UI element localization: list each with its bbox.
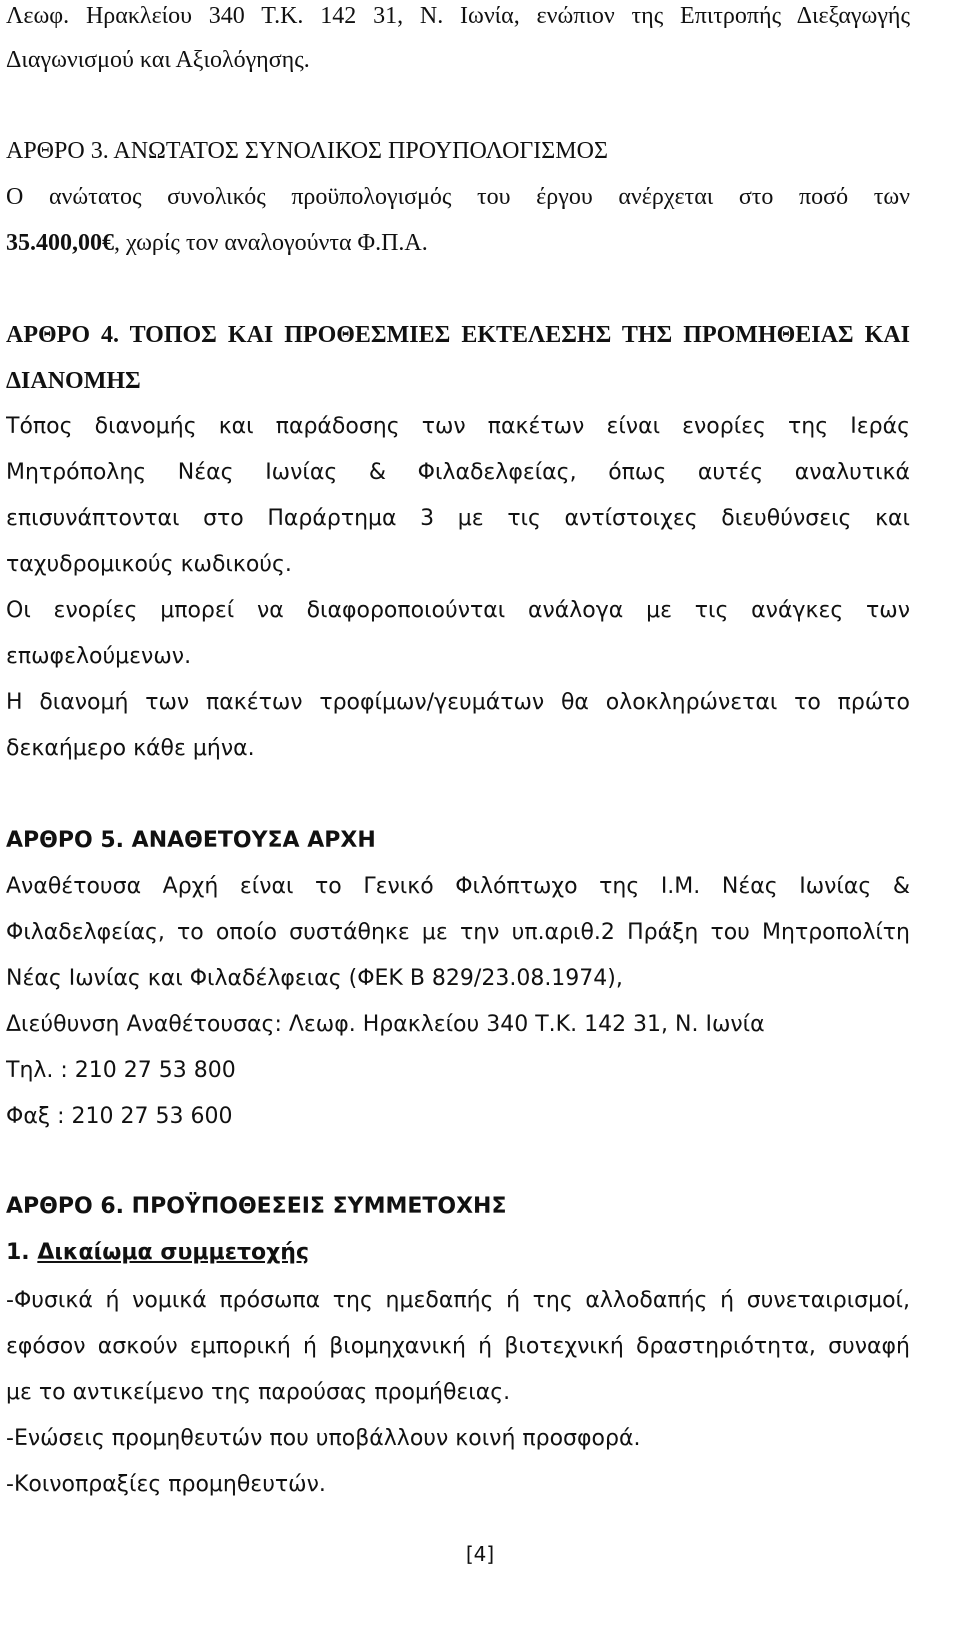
article-4-para3-line-1: Η διανομή των πακέτων τροφίμων/γευμάτων θα ολοκληρώνεται το πρώτο xyxy=(6,690,910,715)
article-5-phone: Τηλ. : 210 27 53 800 xyxy=(6,1058,236,1083)
article-5-line-1: Αναθέτουσα Αρχή είναι το Γενικό Φιλόπτωχο της Ι.Μ. Νέας Ιωνίας & xyxy=(6,874,910,899)
article-5-address: Διεύθυνση Αναθέτουσας: Λεωφ. Ηρακλείου 340 Τ.Κ. 142 31, Ν. Ιωνία xyxy=(6,1012,765,1037)
article-4-para2-line-1: Οι ενορίες μπορεί να διαφοροποιούνται ανάλογα με τις ανάγκες των xyxy=(6,598,910,623)
article-4-para3-line-2: δεκαήμερο κάθε μήνα. xyxy=(6,736,255,761)
intro-line-1: Λεωφ. Ηρακλείου 340 Τ.Κ. 142 31, Ν. Ιωνία, ενώπιον της Επιτροπής Διεξαγωγής xyxy=(6,3,910,29)
budget-vat-note: , χωρίς τον αναλογούντα Φ.Π.Α. xyxy=(114,230,428,256)
article-3-heading: ΑΡΘΡΟ 3. ΑΝΩΤΑΤΟΣ ΣΥΝΟΛΙΚΟΣ ΠΡΟΥΠΟΛΟΓΙΣΜΟΣ xyxy=(6,138,608,164)
article-4-para1-line-4: ταχυδρομικούς κωδικούς. xyxy=(6,552,292,577)
article-5-fax: Φαξ : 210 27 53 600 xyxy=(6,1104,233,1129)
article-6-line-1: -Φυσικά ή νομικά πρόσωπα της ημεδαπής ή της αλλοδαπής ή συνεταιρισμοί, xyxy=(6,1288,910,1313)
article-4-para1-line-3: επισυνάπτονται στο Παράρτημα 3 με τις αντίστοιχες διευθύνσεις και xyxy=(6,506,910,531)
subheading-title: Δικαίωμα συμμετοχής xyxy=(37,1240,309,1265)
article-4-para1-line-2: Μητρόπολης Νέας Ιωνίας & Φιλαδελφείας, όπως αυτές αναλυτικά xyxy=(6,460,910,485)
article-4-para2-line-2: επωφελούμενων. xyxy=(6,644,192,669)
article-4-heading-line-1: ΑΡΘΡΟ 4. ΤΟΠΟΣ ΚΑΙ ΠΡΟΘΕΣΜΙΕΣ ΕΚΤΕΛΕΣΗΣ ΤΗΣ ΠΡΟΜΗΘΕΙΑΣ ΚΑΙ xyxy=(6,322,910,348)
article-6-line-4: -Ενώσεις προμηθευτών που υποβάλλουν κοινή προσφορά. xyxy=(6,1426,641,1451)
article-6-line-2: εφόσον ασκούν εμπορική ή βιομηχανική ή βιοτεχνική δραστηριότητα, συναφή xyxy=(6,1334,910,1359)
article-6-line-5: -Κοινοπραξίες προμηθευτών. xyxy=(6,1472,326,1497)
article-5-line-2: Φιλαδελφείας, το οποίο συστάθηκε με την υπ.αριθ.2 Πράξη του Μητροπολίτη xyxy=(6,920,910,945)
subheading-number: 1. xyxy=(6,1240,38,1265)
article-4-para1-line-1: Τόπος διανομής και παράδοσης των πακέτων είναι ενορίες της Ιεράς xyxy=(6,414,910,439)
intro-line-2: Διαγωνισμού και Αξιολόγησης. xyxy=(6,47,310,73)
article-5-heading: ΑΡΘΡΟ 5. ΑΝΑΘΕΤΟΥΣΑ ΑΡΧΗ xyxy=(6,828,376,853)
article-6-line-3: με το αντικείμενο της παρούσας προμήθειας. xyxy=(6,1380,511,1405)
page-number: [4] xyxy=(465,1542,495,1566)
article-3-line-1: Ο ανώτατος συνολικός προϋπολογισμός του έργου ανέρχεται στο ποσό των xyxy=(6,184,910,210)
article-6-heading: ΑΡΘΡΟ 6. ΠΡΟΫΠΟΘΕΣΕΙΣ ΣΥΜΜΕΤΟΧΗΣ xyxy=(6,1194,507,1219)
article-4-heading-line-2: ΔΙΑΝΟΜΗΣ xyxy=(6,368,141,394)
article-5-line-3: Νέας Ιωνίας και Φιλαδέλφειας (ΦΕΚ Β 829/23.08.1974), xyxy=(6,966,623,991)
article-3-line-2 xyxy=(6,228,910,258)
budget-amount: 35.400,00€ xyxy=(6,230,114,256)
article-6-subheading xyxy=(6,1238,910,1268)
